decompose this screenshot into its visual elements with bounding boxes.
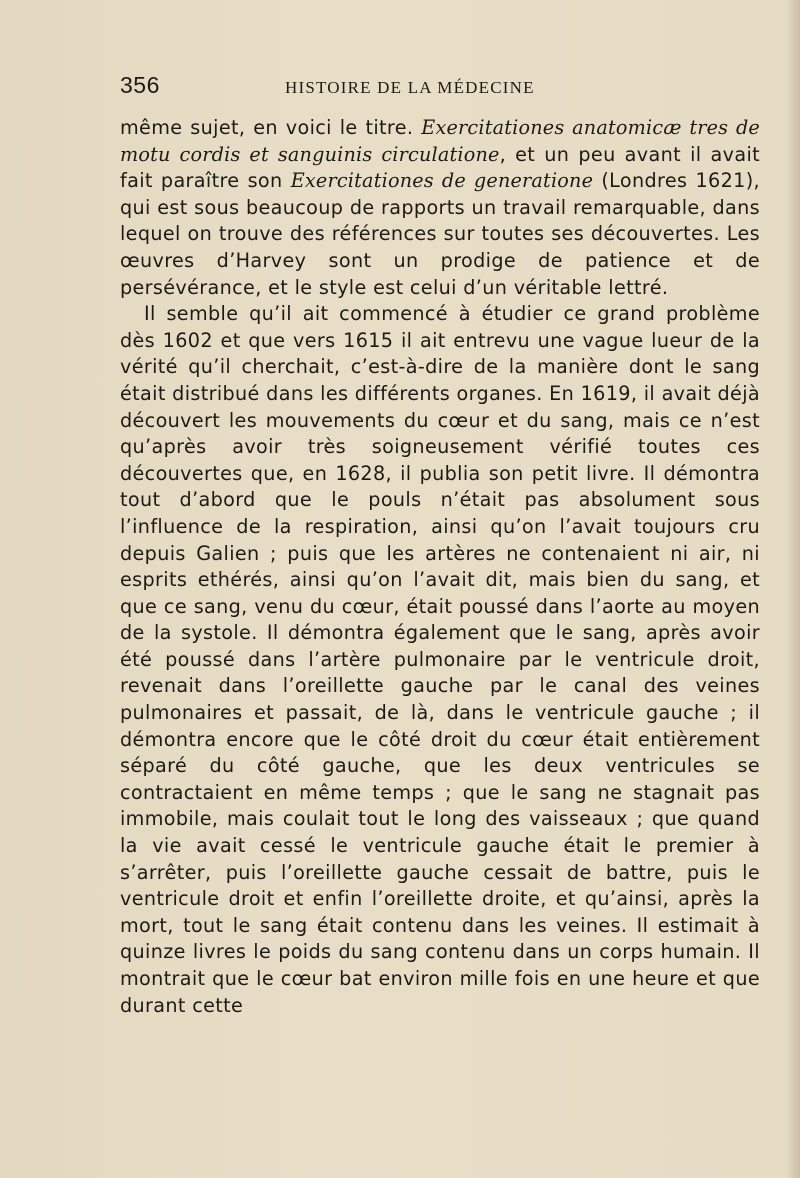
body-text [120,115,760,1019]
paragraph-1-text-b: , et un peu avant il avait fait paraître son [120,142,761,193]
running-title: HISTOIRE DE LA MÉDECINE [285,78,535,97]
book-title-exercitationes-anatomicae: Exercitationes anatomicæ tres de motu cordis et sanguinis circulatione [120,116,760,166]
page-number: 356 [120,72,160,98]
paragraph-1 [120,115,760,301]
page-edge-shadow [786,0,800,1178]
page-header [120,72,760,102]
paragraph-1-text-c: (Londres 1621), qui est sous beaucoup de rapports un travail remarquable, dans lequel on trouve des références sur toutes ses découvertes. Les œuvres d’Harvey sont un prodige de patience et de persévérance, et le style est celui d’un véritable lettré. [120,169,761,299]
paragraph-2: Il semble qu’il ait commencé à étudier ce grand problème dès 1602 et que vers 1615 il ait entrevu une vague lueur de la vérité qu’il cherchait, c’est-à-dire de la manière dont le sang était distribué dans les différents organes. En 1619, il avait déjà découvert les mouvements du cœur et du sang, mais ce n’est qu’après avoir très soigneusement vérifié toutes ces découvertes que, en 1628, il publia son petit livre. Il démontra tout d’abord que le pouls n’était pas absolument sous l’influence de la respiration, ainsi qu’on l’avait toujours cru depuis Galien ; puis que les artères ne contenaient ni air, ni esprits ethérés, ainsi qu’on l’avait dit, mais bien du sang, et que ce sang, venu du cœur, était poussé dans l’aorte au moyen de la systole. Il démontra également que le sang, après avoir été poussé dans l’artère pulmonaire par le ventricule droit, revenait dans l’oreillette gauche par le canal des veines pulmonaires et passait, de là, dans le ventricule gauche ; il démontra encore que le côté droit du cœur était entièrement séparé du côté gauche, que les deux ventricules se contractaient en même temps ; que le sang ne stagnait pas immobile, mais coulait tout le long des vaisseaux ; que quand la vie avait cessé le ventricule gauche était le premier à s’arrêter, puis l’oreillette gauche cessait de battre, puis le ventricule droit et enfin l’oreillette droite, et qu’ainsi, après la mort, tout le sang était contenu dans les veines. Il estimait à quinze livres le poids du sang contenu dans un corps humain. Il montrait que le cœur bat environ mille fois en une heure et que durant cette [120,302,760,1017]
book-title-exercitationes-de-generatione: Exercitationes de generatione [290,169,594,193]
paragraph-1-text-a: même sujet, en voici le titre. [120,116,422,139]
